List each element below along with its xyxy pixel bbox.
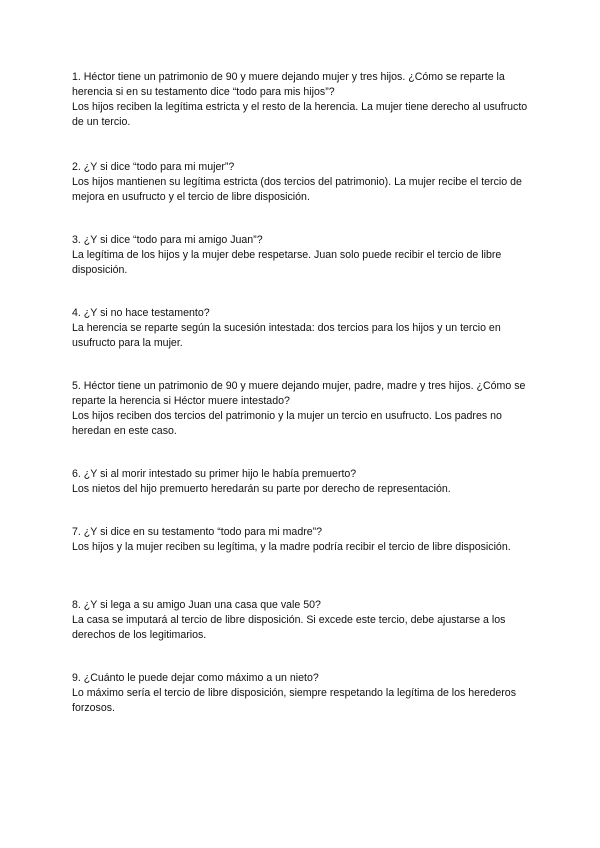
question-9: 9. ¿Cuánto le puede dejar como máximo a un nieto? <box>72 672 319 684</box>
question-3: 3. ¿Y si dice “todo para mi amigo Juan”? <box>72 234 263 246</box>
qa-item-7 <box>72 525 534 555</box>
answer-3: La legítima de los hijos y la mujer debe respetarse. Juan solo puede recibir el tercio de libre disposición. <box>72 249 502 276</box>
answer-5: Los hijos reciben dos tercios del patrimonio y la mujer un tercio en usufructo. Los padres no heredan en este caso. <box>72 410 502 437</box>
answer-9: Lo máximo sería el tercio de libre disposición, siempre respetando la legítima de los herederos forzosos. <box>72 687 516 714</box>
qa-item-3 <box>72 233 534 278</box>
question-8: 8. ¿Y si lega a su amigo Juan una casa que vale 50? <box>72 599 321 611</box>
question-7: 7. ¿Y si dice en su testamento “todo para mi madre”? <box>72 526 323 538</box>
answer-7: Los hijos y la mujer reciben su legítima, y la madre podría recibir el tercio de libre disposición. <box>72 541 511 553</box>
answer-6: Los nietos del hijo premuerto heredarán su parte por derecho de representación. <box>72 483 451 495</box>
question-6: 6. ¿Y si al morir intestado su primer hijo le había premuerto? <box>72 468 357 480</box>
qa-item-9 <box>72 671 534 716</box>
answer-1: Los hijos reciben la legítima estricta y el resto de la herencia. La mujer tiene derecho al usufructo de un tercio. <box>72 101 528 128</box>
qa-item-1 <box>72 70 534 130</box>
answer-4: La herencia se reparte según la sucesión intestada: dos tercios para los hijos y un tercio en usufructo para la mujer. <box>72 322 501 349</box>
question-2: 2. ¿Y si dice “todo para mi mujer”? <box>72 161 235 173</box>
qa-item-4 <box>72 306 534 351</box>
question-4: 4. ¿Y si no hace testamento? <box>72 307 210 319</box>
answer-8: La casa se imputará al tercio de libre disposición. Si excede este tercio, debe ajustarse a los derechos de los legitimarios. <box>72 614 506 641</box>
qa-item-6 <box>72 467 534 497</box>
qa-item-5 <box>72 379 534 439</box>
qa-item-8 <box>72 598 534 643</box>
qa-item-2 <box>72 160 534 205</box>
question-5: 5. Héctor tiene un patrimonio de 90 y muere dejando mujer, padre, madre y tres hijos. ¿Cómo se reparte la herencia si Héctor muere intestado? <box>72 380 526 407</box>
answer-2: Los hijos mantienen su legítima estricta (dos tercios del patrimonio). La mujer recibe el tercio de mejora en usufructo y el tercio de libre disposición. <box>72 176 522 203</box>
question-1: 1. Héctor tiene un patrimonio de 90 y muere dejando mujer y tres hijos. ¿Cómo se reparte la herencia si en su testamento dice “todo para mis hijos”? <box>72 71 505 98</box>
